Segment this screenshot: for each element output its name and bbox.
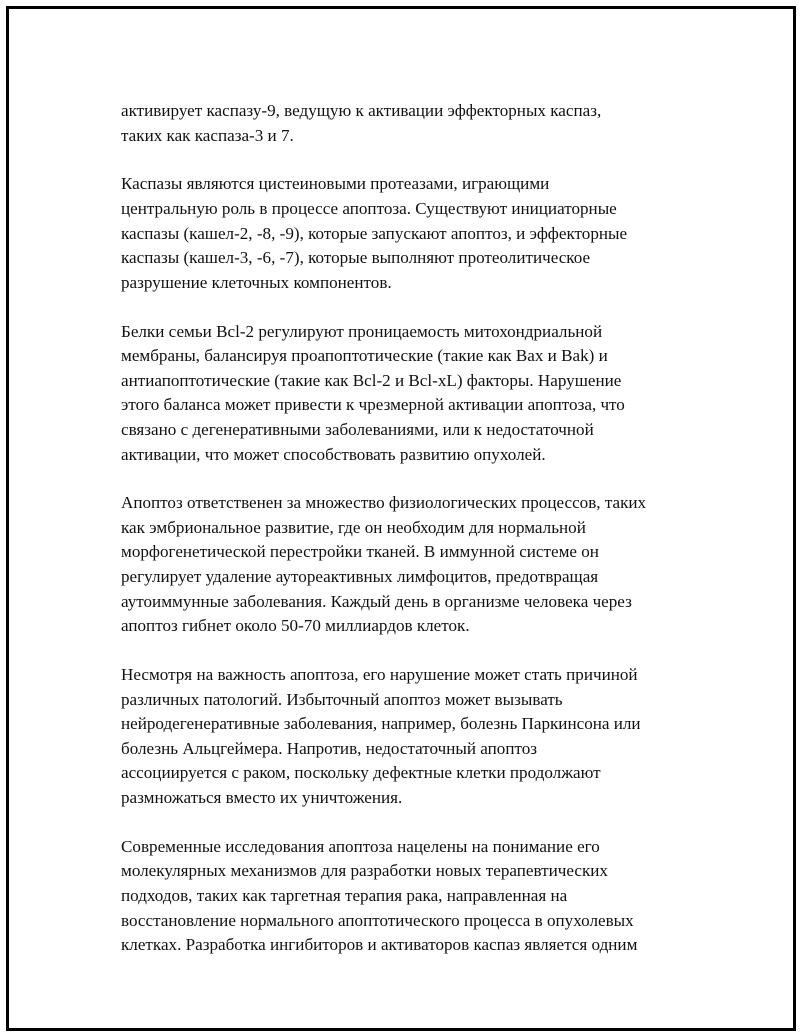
paragraph-modern-research	[121, 835, 696, 958]
text-line: мембраны, балансируя проапоптотические (такие как Bax и Bak) и	[121, 346, 608, 366]
text-line: каспазы (кашел-2, -8, -9), которые запускают апоптоз, и эффекторные	[121, 223, 628, 243]
text-line: Каспазы являются цистеиновыми протеазами, играющими	[121, 174, 550, 194]
text-line: Современные исследования апоптоза нацелены на понимание его	[121, 836, 600, 856]
text-line: Белки семьи Bcl-2 регулируют проницаемость митохондриальной	[121, 321, 603, 341]
text-line: Несмотря на важность апоптоза, его нарушение может стать причиной	[121, 665, 638, 685]
page-content	[121, 99, 696, 982]
text-line: размножаться вместо их уничтожения.	[121, 788, 403, 807]
text-line: активации, что может способствовать развитию опухолей.	[121, 444, 546, 464]
paragraph-physiological-processes	[121, 491, 696, 639]
text-line: связано с дегенеративными заболеваниями, или к недостаточной	[121, 419, 594, 439]
paragraph-pathologies	[121, 663, 696, 811]
text-line: таких как каспаза-3 и 7.	[121, 125, 294, 145]
text-line: морфогенетической перестройки тканей. В иммунной системе он	[121, 542, 599, 562]
text-line: восстановление нормального апоптотического процесса в опухолевых	[121, 910, 634, 930]
text-line: антиапоптотические (такие как Bcl-2 и Bcl-xL) факторы. Нарушение	[121, 370, 622, 390]
text-line: как эмбриональное развитие, где он необходим для нормальной	[121, 517, 586, 537]
text-line: нейродегенеративные заболевания, например, болезнь Паркинсона или	[121, 714, 641, 734]
text-line: молекулярных механизмов для разработки новых терапевтических	[121, 861, 608, 881]
text-line: разрушение клеточных компонентов.	[121, 272, 392, 292]
text-line: каспазы (кашел-3, -6, -7), которые выполняют протеолитическое	[121, 248, 591, 268]
paragraph-caspase-9-activation	[121, 99, 696, 148]
text-line: Апоптоз ответственен за множество физиологических процессов, таких	[121, 493, 647, 513]
paragraph-caspases-role	[121, 172, 696, 295]
page-frame	[6, 6, 796, 1031]
text-line: болезнь Альцгеймера. Напротив, недостаточный апоптоз	[121, 738, 538, 758]
text-line: ассоциируется с раком, поскольку дефектные клетки продолжают	[121, 763, 601, 783]
text-line: клетках. Разработка ингибиторов и активаторов каспаз является одним	[121, 935, 638, 955]
paragraph-bcl2-family	[121, 320, 696, 468]
text-line: этого баланса может привести к чрезмерной активации апоптоза, что	[121, 395, 625, 415]
text-line: регулирует удаление аутореактивных лимфоцитов, предотвращая	[121, 567, 599, 587]
text-line: различных патологий. Избыточный апоптоз может вызывать	[121, 689, 563, 709]
text-line: аутоиммунные заболевания. Каждый день в организме человека через	[121, 591, 632, 611]
text-line: активирует каспазу-9, ведущую к активации эффекторных каспаз,	[121, 101, 602, 120]
text-line: апоптоз гибнет около 50-70 миллиардов клеток.	[121, 616, 470, 636]
text-line: подходов, таких как таргетная терапия рака, направленная на	[121, 885, 568, 905]
text-line: центральную роль в процессе апоптоза. Существуют инициаторные	[121, 198, 617, 218]
